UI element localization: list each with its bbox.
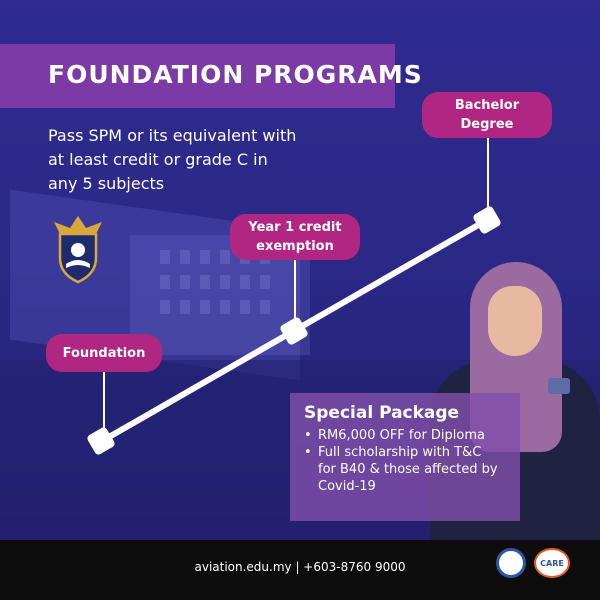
milestone-label: Foundation (62, 345, 146, 361)
milestone-foundation (46, 334, 162, 372)
requirement-line: at least credit or grade C in (48, 150, 268, 169)
special-package-box (290, 393, 520, 521)
item-line: • Full scholarship with T&C (318, 445, 482, 460)
item-line: • RM6,000 OFF for Diploma (318, 428, 485, 443)
milestone-year1 (230, 214, 360, 260)
year1-node (279, 316, 309, 346)
foundation-node (86, 426, 116, 456)
student-photo-face (488, 286, 542, 356)
milestone-label (248, 218, 341, 256)
student-badge-icon (548, 378, 570, 394)
page-title: FOUNDATION PROGRAMS (48, 60, 423, 89)
iata-logo-icon (496, 548, 526, 578)
bachelor-node (472, 205, 502, 235)
requirement-line: any 5 subjects (48, 174, 165, 193)
special-package-list (304, 427, 506, 495)
item-line: for B40 & those affected by (318, 462, 498, 477)
milestone-bachelor (422, 92, 552, 138)
special-package-item (304, 427, 506, 444)
milestone-label-line: Year 1 credit (248, 220, 342, 235)
contact-info: aviation.edu.my | +603-8760 9000 (194, 560, 406, 574)
item-line: Covid-19 (318, 479, 376, 494)
milestone-label (455, 96, 519, 134)
requirement-line: Pass SPM or its equivalent with (48, 126, 297, 145)
milestone-label-line: Bachelor (454, 98, 520, 113)
care-logo-icon: CARE (534, 548, 570, 578)
milestone-label-line: exemption (256, 239, 334, 254)
special-package-item (304, 444, 506, 495)
milestone-label-line: Degree (460, 117, 514, 132)
special-package-title: Special Package (304, 403, 460, 423)
